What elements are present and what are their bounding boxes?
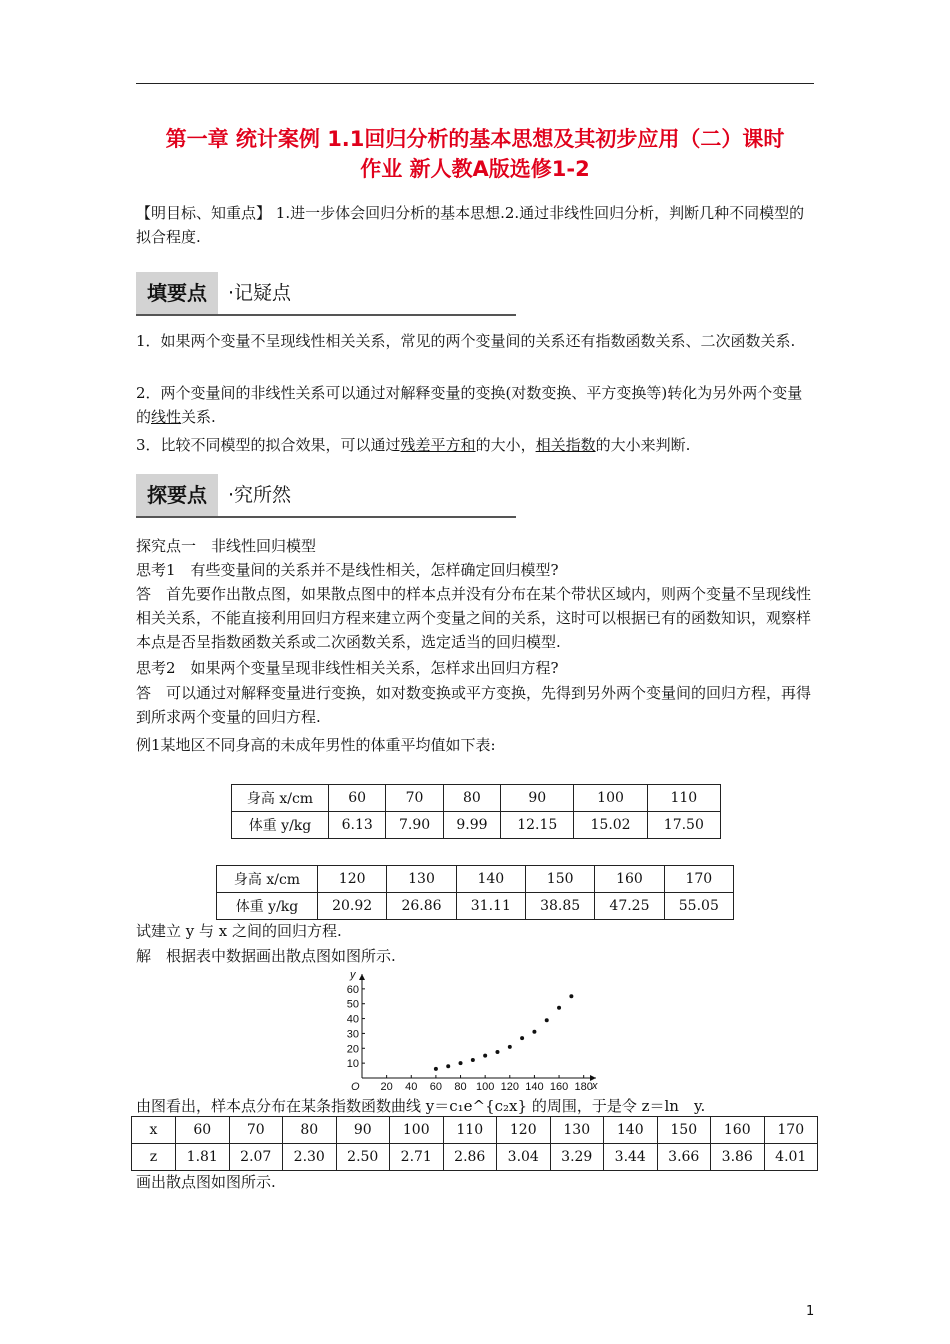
table-cell: 3.29 [550, 1144, 604, 1171]
section-box-label: 探要点 [136, 474, 218, 516]
data-point [471, 1058, 475, 1062]
x-z-table [131, 1116, 818, 1171]
observation-text: 由图看出，样本点分布在某条指数函数曲线 y＝c₁e^{c₂x} 的周围，于是令 z＝ln y. [136, 1097, 706, 1115]
table-cell: 150 [525, 866, 594, 893]
table-cell: 2.07 [229, 1144, 283, 1171]
point-3-mid: 的大小， [475, 436, 536, 454]
title-line-2: 作业 新人教A版选修1-2 [360, 157, 590, 181]
y-tick-label: 60 [346, 983, 359, 996]
y-axis-label: y [350, 969, 356, 981]
explore-heading: 探究点一 非线性回归模型 [136, 537, 317, 555]
origin-label: O [351, 1081, 360, 1090]
table-cell: 170 [664, 866, 733, 893]
row-label: x [132, 1117, 176, 1144]
footer-text: 画出散点图如图所示. [136, 1173, 276, 1191]
height-weight-table-1 [231, 784, 721, 839]
x-tick-label: 80 [454, 1081, 467, 1090]
x-tick-label: 180 [574, 1081, 593, 1090]
objectives-text: 1.进一步体会回归分析的基本思想.2.通过非线性回归分析，判断几种不同模型的拟合程度. [136, 204, 805, 246]
x-tick-label: 100 [475, 1081, 495, 1090]
data-point [446, 1064, 450, 1068]
table-cell: 140 [456, 866, 525, 893]
table-row [132, 1144, 818, 1171]
question-2: 思考2 如果两个变量呈现非线性相关关系，怎样求出回归方程? [136, 659, 559, 677]
table-cell: 47.25 [595, 893, 664, 920]
table-cell: 3.04 [497, 1144, 551, 1171]
table-row [217, 866, 734, 893]
table-cell: 2.71 [390, 1144, 444, 1171]
table-cell: 3.86 [711, 1144, 765, 1171]
table-cell: 160 [711, 1117, 765, 1144]
scatter-plot [338, 968, 602, 1090]
y-tick-label: 30 [346, 1028, 359, 1041]
table-cell: 110 [647, 785, 720, 812]
question-1: 思考1 有些变量间的关系并不是线性相关，怎样确定回归模型? [136, 561, 559, 579]
table-cell: 1.81 [176, 1144, 230, 1171]
point-2 [136, 381, 816, 429]
y-tick-label: 20 [346, 1043, 359, 1056]
table-row [232, 785, 721, 812]
table-cell: 80 [443, 785, 500, 812]
row-label: z [132, 1144, 176, 1171]
x-tick-label: 40 [405, 1081, 418, 1090]
x-axis-label: x [592, 1080, 598, 1090]
blank-answer-r-squared: 相关指数 [535, 436, 596, 454]
blank-answer-residual: 残差平方和 [400, 436, 476, 454]
section-subtitle: ·究所然 [228, 484, 292, 506]
blank-answer-linear: 线性 [151, 408, 182, 426]
x-tick-label: 20 [380, 1081, 393, 1090]
table-cell: 60 [176, 1117, 230, 1144]
table-cell: 90 [501, 785, 574, 812]
point-1: 1．如果两个变量不呈现线性相关关系，常见的两个变量间的关系还有指数函数关系、二次函数关系. [136, 332, 796, 350]
data-point [569, 994, 573, 998]
example-1: 例1某地区不同身高的未成年男性的体重平均值如下表: [136, 736, 496, 754]
data-point [557, 1006, 561, 1010]
section-header-fill [136, 272, 516, 316]
table-cell: 170 [764, 1117, 818, 1144]
y-tick-label: 40 [346, 1013, 359, 1026]
data-point [495, 1050, 499, 1054]
objectives-label: 【明目标、知重点】 [136, 204, 272, 222]
table-cell: 3.66 [657, 1144, 711, 1171]
table-cell: 17.50 [647, 812, 720, 839]
table-cell: 80 [283, 1117, 337, 1144]
data-point [434, 1067, 438, 1071]
y-tick-label: 10 [346, 1058, 359, 1071]
x-tick-label: 140 [525, 1081, 544, 1090]
x-tick-label: 120 [500, 1081, 519, 1090]
point-3 [136, 433, 816, 457]
table-cell: 9.99 [443, 812, 500, 839]
table-cell: 6.13 [329, 812, 386, 839]
section-header-explore [136, 474, 516, 518]
x-tick-label: 60 [429, 1081, 443, 1090]
table-cell: 26.86 [387, 893, 456, 920]
table-cell: 15.02 [574, 812, 647, 839]
row-label: 身高 x/cm [232, 785, 329, 812]
table-cell: 130 [550, 1117, 604, 1144]
solution-text: 解 根据表中数据画出散点图如图所示. [136, 947, 396, 965]
table-cell: 2.50 [336, 1144, 390, 1171]
table-cell: 140 [604, 1117, 658, 1144]
data-point [459, 1061, 463, 1065]
table-cell: 2.86 [443, 1144, 497, 1171]
section-subtitle: ·记疑点 [228, 282, 292, 304]
table-cell: 100 [390, 1117, 444, 1144]
table-cell: 55.05 [664, 893, 733, 920]
document-title [136, 124, 814, 184]
task-text: 试建立 y 与 x 之间的回归方程. [136, 922, 342, 940]
table-cell: 12.15 [501, 812, 574, 839]
row-label: 体重 y/kg [232, 812, 329, 839]
data-point [483, 1054, 487, 1058]
objectives-paragraph [136, 201, 816, 249]
table-cell: 70 [386, 785, 443, 812]
answer-2: 答 可以通过对解释变量进行变换，如对数变换或平方变换，先得到另外两个变量间的回归方程，再得到所求两个变量的回归方程. [136, 684, 812, 726]
point-3-tail: 的大小来判断. [595, 436, 691, 454]
table-cell: 2.30 [283, 1144, 337, 1171]
table-cell: 120 [497, 1117, 551, 1144]
x-tick-label: 160 [549, 1081, 569, 1090]
table-cell: 7.90 [386, 812, 443, 839]
table-cell: 4.01 [764, 1144, 818, 1171]
table-cell: 160 [595, 866, 664, 893]
data-point [520, 1036, 524, 1040]
point-2-tail: 关系. [181, 408, 216, 426]
point-3-text: 3．比较不同模型的拟合效果，可以通过 [136, 436, 401, 454]
table-cell: 130 [387, 866, 456, 893]
data-point [545, 1018, 549, 1022]
table-cell: 90 [336, 1117, 390, 1144]
point-2-text: 2．两个变量间的非线性关系可以通过对解释变量的变换(对数变换、平方变换等)转化为另外两个变量的 [136, 384, 803, 426]
section-box-label: 填要点 [136, 272, 218, 314]
data-point [532, 1030, 536, 1034]
row-label: 身高 x/cm [217, 866, 318, 893]
y-tick-label: 50 [346, 998, 359, 1011]
table-cell: 38.85 [525, 893, 594, 920]
table-cell: 110 [443, 1117, 497, 1144]
table-cell: 120 [318, 866, 387, 893]
table-cell: 20.92 [318, 893, 387, 920]
table-cell: 150 [657, 1117, 711, 1144]
page-number: 1 [806, 1304, 815, 1319]
table-cell: 100 [574, 785, 647, 812]
header-rule [136, 83, 814, 84]
table-row [217, 893, 734, 920]
table-cell: 60 [329, 785, 386, 812]
row-label: 体重 y/kg [217, 893, 318, 920]
data-point [508, 1045, 512, 1049]
answer-1: 答 首先要作出散点图，如果散点图中的样本点并没有分布在某个带状区域内，则两个变量不呈现线性相关关系，不能直接利用回归方程来建立两个变量之间的关系，这时可以根据已有的函数知识，观察样本点是否呈指数函数关系或二次函数关系，选定适当的回归模型. [136, 585, 812, 651]
title-line-1: 第一章 统计案例 1.1回归分析的基本思想及其初步应用（二）课时 [165, 127, 785, 151]
height-weight-table-2 [216, 865, 734, 920]
y-axis-arrow [359, 974, 365, 980]
table-cell: 3.44 [604, 1144, 658, 1171]
table-cell: 31.11 [456, 893, 525, 920]
table-cell: 70 [229, 1117, 283, 1144]
table-row [232, 812, 721, 839]
table-row [132, 1117, 818, 1144]
